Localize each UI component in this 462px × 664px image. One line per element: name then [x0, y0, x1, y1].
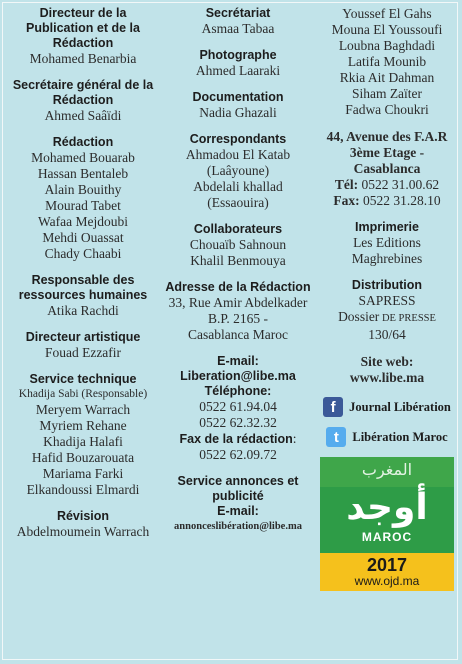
staff-name: Meryem Warrach: [35, 402, 131, 417]
section-heading: Directeur artistique: [25, 330, 141, 344]
staff-name: Khalil Benmouya: [190, 253, 286, 268]
staff-name: Hafid Bouzarouata: [31, 450, 135, 465]
staff-name: Loubna Baghdadi: [338, 38, 436, 53]
staff-name: Hassan Bentaleb: [37, 166, 129, 181]
facebook-label: Journal Libération: [349, 399, 451, 414]
logo-arabic-mark: أوجد: [346, 487, 428, 528]
facebook-link[interactable]: [316, 397, 458, 417]
staff-name: Wafaa Mejdoubi: [37, 214, 128, 229]
fax-number: 0522 31.28.10: [359, 193, 441, 208]
staff-block: [160, 90, 316, 121]
logo-year: 2017: [366, 555, 408, 575]
staff-name: Mourad Tabet: [45, 198, 121, 213]
section-heading: Imprimerie: [355, 220, 419, 234]
staff-block: [6, 78, 160, 124]
staff-name: Latifa Mounib: [347, 54, 427, 69]
distribution-block: [316, 278, 458, 343]
staff-block: [6, 330, 160, 361]
phone-heading: Téléphone:: [204, 384, 272, 398]
section-heading: Secrétaire général de la Rédaction: [12, 78, 154, 107]
address-line: Casablanca: [353, 161, 421, 176]
tel-label: Tél:: [334, 177, 359, 192]
logo-maroc-text: MAROC: [361, 530, 413, 544]
ads-email-link[interactable]: annonceslibération@libe.ma: [174, 521, 302, 532]
staff-block: [160, 6, 316, 37]
facebook-icon: f: [323, 397, 343, 417]
dossier-small: DE PRESSE: [379, 313, 436, 324]
staff-name: Myriem Rehane: [39, 418, 127, 433]
section-heading: Service technique: [29, 372, 137, 386]
logo-arabic-top: المغرب: [361, 460, 413, 479]
staff-name: Nadia Ghazali: [199, 105, 277, 120]
dossier-line: [316, 309, 458, 327]
phone-number: 0522 61.94.04: [199, 399, 277, 414]
dossier-number: 130/64: [368, 327, 406, 342]
staff-name: Fadwa Choukri: [345, 102, 429, 117]
email-link[interactable]: Liberation@libe.ma: [180, 369, 296, 383]
printer-block: [316, 220, 458, 267]
distributor-name: SAPRESS: [358, 293, 416, 308]
fax-label: Fax de la rédaction: [179, 432, 293, 446]
section-heading: Adresse de la Rédaction: [165, 280, 311, 294]
section-heading: Correspondants: [189, 132, 287, 146]
section-heading: Secrétariat: [205, 6, 271, 20]
contact-block: [160, 354, 316, 463]
section-heading: Révision: [56, 509, 110, 523]
fax-line: [316, 193, 458, 209]
staff-name: Khadija Sabi (Responsable): [18, 388, 148, 400]
section-heading: Collaborateurs: [193, 222, 283, 236]
section-heading: Documentation: [192, 90, 284, 104]
staff-name: Mariama Farki: [42, 466, 124, 481]
staff-name: Rkia Ait Dahman: [339, 70, 435, 85]
fax-line: Fax de la rédaction:: [179, 431, 297, 446]
office-address-block: [316, 129, 458, 209]
staff-block: [6, 6, 160, 67]
staff-block: [316, 6, 458, 118]
masthead-column-2: [160, 6, 316, 546]
ads-block: [160, 474, 316, 535]
staff-name: Chady Chaabi: [44, 246, 122, 261]
section-heading: Photographe: [199, 48, 277, 62]
printer-name: Les Editions: [353, 235, 421, 250]
staff-name: Khadija Halafi: [43, 434, 123, 449]
address-line: 44, Avenue des F.A.R: [326, 129, 448, 144]
tel-number: 0522 31.00.62: [358, 177, 440, 192]
staff-name: Youssef El Gahs: [342, 6, 432, 21]
section-heading: Service annonces et publicité: [177, 474, 299, 503]
fax-number: 0522 62.09.72: [199, 447, 277, 462]
address-line: B.P. 2165 -: [207, 311, 268, 326]
staff-name: Mehdi Ouassat: [42, 230, 124, 245]
address-line: Casablanca Maroc: [187, 327, 289, 342]
staff-block: [160, 132, 316, 211]
staff-name: Ahmadou El Katab: [185, 147, 291, 162]
staff-block: [6, 509, 160, 540]
address-line: 33, Rue Amir Abdelkader: [168, 295, 308, 310]
staff-name: Mouna El Youssoufi: [331, 22, 443, 37]
staff-name: Mohamed Bouarab: [31, 150, 135, 165]
staff-block: [6, 135, 160, 262]
staff-name: Ahmed Laaraki: [195, 63, 281, 78]
staff-name: Atika Rachdi: [47, 303, 119, 318]
twitter-icon: t: [326, 427, 346, 447]
staff-block: [160, 222, 316, 269]
phone-number: 0522 62.32.32: [199, 415, 277, 430]
section-heading: Rédaction: [52, 135, 114, 149]
staff-name: (Essaouira): [207, 195, 269, 210]
ads-email-label: E-mail:: [217, 504, 259, 518]
logo-url: www.ojd.ma: [354, 574, 420, 588]
address-block: [160, 280, 316, 343]
staff-block: [6, 372, 160, 498]
printer-name: Maghrebines: [351, 251, 423, 266]
section-heading: Directeur de la Publication et de la Rédaction: [26, 6, 140, 50]
section-heading: Responsable des ressources humaines: [18, 273, 148, 302]
staff-name: Alain Bouithy: [44, 182, 122, 197]
masthead-column-3: [316, 6, 458, 591]
dossier-label: Dossier: [338, 309, 380, 324]
staff-name: Mohamed Benarbia: [29, 51, 137, 66]
section-heading: Distribution: [351, 278, 423, 292]
site-heading: Site web:: [360, 354, 414, 369]
staff-name: Ahmed Saâïdi: [44, 108, 122, 123]
fax-label: Fax:: [333, 193, 360, 208]
tel-line: [316, 177, 458, 193]
twitter-link[interactable]: [316, 427, 458, 447]
staff-name: Elkandoussi Elmardi: [26, 482, 140, 497]
staff-name: Fouad Ezzafir: [44, 345, 122, 360]
staff-name: Abdelmoumein Warrach: [16, 524, 150, 539]
twitter-label: Libération Maroc: [352, 429, 448, 444]
staff-name: Chouaïb Sahnoun: [189, 237, 287, 252]
email-heading: E-mail:: [217, 354, 259, 368]
website-block: [316, 354, 458, 386]
staff-block: [6, 273, 160, 319]
staff-name: Abdelali khallad: [193, 179, 283, 194]
masthead-column-1: [6, 6, 160, 551]
staff-block: [160, 48, 316, 79]
ojd-maroc-logo: [320, 457, 454, 591]
staff-name: Asmaa Tabaa: [201, 21, 275, 36]
site-link[interactable]: www.libe.ma: [349, 370, 425, 385]
address-line: 3ème Etage -: [349, 145, 425, 160]
staff-name: Siham Zaïter: [351, 86, 423, 101]
staff-name: (Laâyoune): [206, 163, 270, 178]
